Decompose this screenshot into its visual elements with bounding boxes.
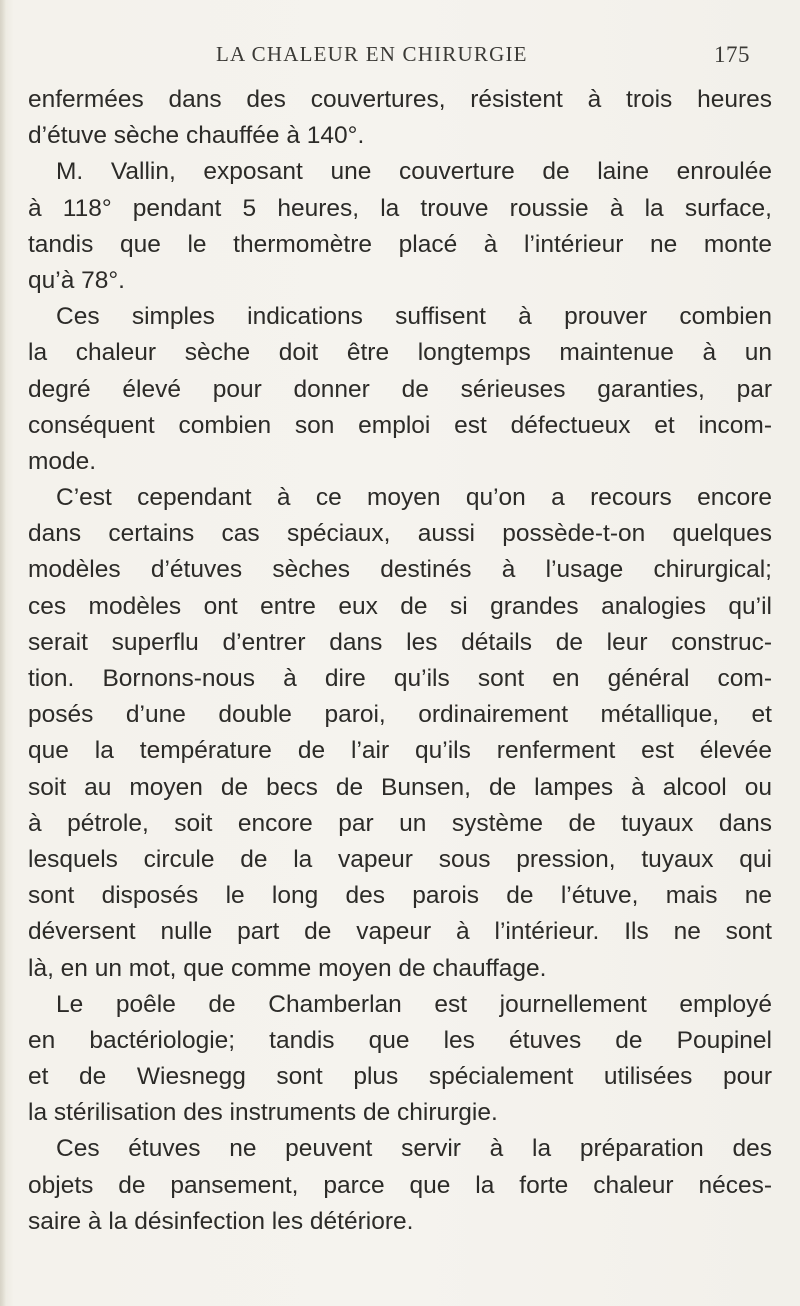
- text-line: enfermées dans des couvertures, résistent à trois heures: [28, 86, 772, 113]
- text-line: saire à la désinfection les détériore.: [28, 1207, 414, 1235]
- page-header: [0, 42, 800, 72]
- body-text: [28, 82, 772, 1240]
- text-line: Ces étuves ne peuvent servir à la préparation des: [56, 1135, 772, 1163]
- text-line: mode.: [28, 447, 97, 475]
- text-line: soit au moyen de becs de Bunsen, de lampes à alcool ou: [28, 773, 772, 801]
- text-line: la stérilisation des instruments de chirurgie.: [28, 1099, 498, 1127]
- text-line: tandis que le thermomètre placé à l’intérieur ne monte: [28, 230, 772, 258]
- text-line: là, en un mot, que comme moyen de chauffage.: [28, 954, 547, 982]
- text-line: en bactériologie; tandis que les étuves de Poupinel: [28, 1026, 772, 1054]
- text-line: posés d’une double paroi, ordinairement métallique, et: [28, 701, 772, 729]
- text-line: la chaleur sèche doit être longtemps maintenue à un: [28, 339, 772, 367]
- text-line: à pétrole, soit encore par un système de tuyaux dans: [28, 809, 772, 837]
- text-line: d’étuve sèche chauffée à 140°.: [28, 122, 365, 150]
- text-line: dans certains cas spéciaux, aussi possède-t-on quelques: [28, 520, 772, 548]
- page-gutter-shadow: [0, 0, 6, 1306]
- text-line: déversent nulle part de vapeur à l’intérieur. Ils ne sont: [28, 918, 772, 946]
- text-line: objets de pansement, parce que la forte chaleur néces-: [28, 1171, 772, 1199]
- text-line: que la température de l’air qu’ils renferment est élevée: [28, 737, 772, 765]
- text-line: serait superflu d’entrer dans les détails de leur construc-: [28, 628, 772, 656]
- text-line: sont disposés le long des parois de l’étuve, mais ne: [28, 882, 772, 910]
- text-line: qu’à 78°.: [28, 266, 125, 294]
- text-line: et de Wiesnegg sont plus spécialement utilisées pour: [28, 1063, 772, 1091]
- text-line: Le poêle de Chamberlan est journellement employé: [56, 990, 772, 1018]
- text-line: tion. Bornons-nous à dire qu’ils sont en général com-: [28, 665, 772, 692]
- text-line: à 118° pendant 5 heures, la trouve roussie à la surface,: [28, 194, 772, 222]
- text-line: lesquels circule de la vapeur sous pression, tuyaux qui: [28, 845, 772, 873]
- text-line: Ces simples indications suffisent à prouver combien: [56, 303, 772, 331]
- text-line: modèles d’étuves sèches destinés à l’usage chirurgical;: [28, 556, 772, 584]
- text-line: ces modèles ont entre eux de si grandes analogies qu’il: [28, 592, 772, 620]
- text-line: C’est cependant à ce moyen qu’on a recours encore: [56, 484, 772, 512]
- running-head: LA CHALEUR EN CHIRURGIE: [216, 42, 528, 66]
- text-line: conséquent combien son emploi est défectueux et incom-: [28, 411, 772, 439]
- text-line: degré élevé pour donner de sérieuses garanties, par: [28, 375, 772, 403]
- text-line: M. Vallin, exposant une couverture de laine enroulée: [56, 158, 772, 186]
- page-number: 175: [714, 42, 750, 67]
